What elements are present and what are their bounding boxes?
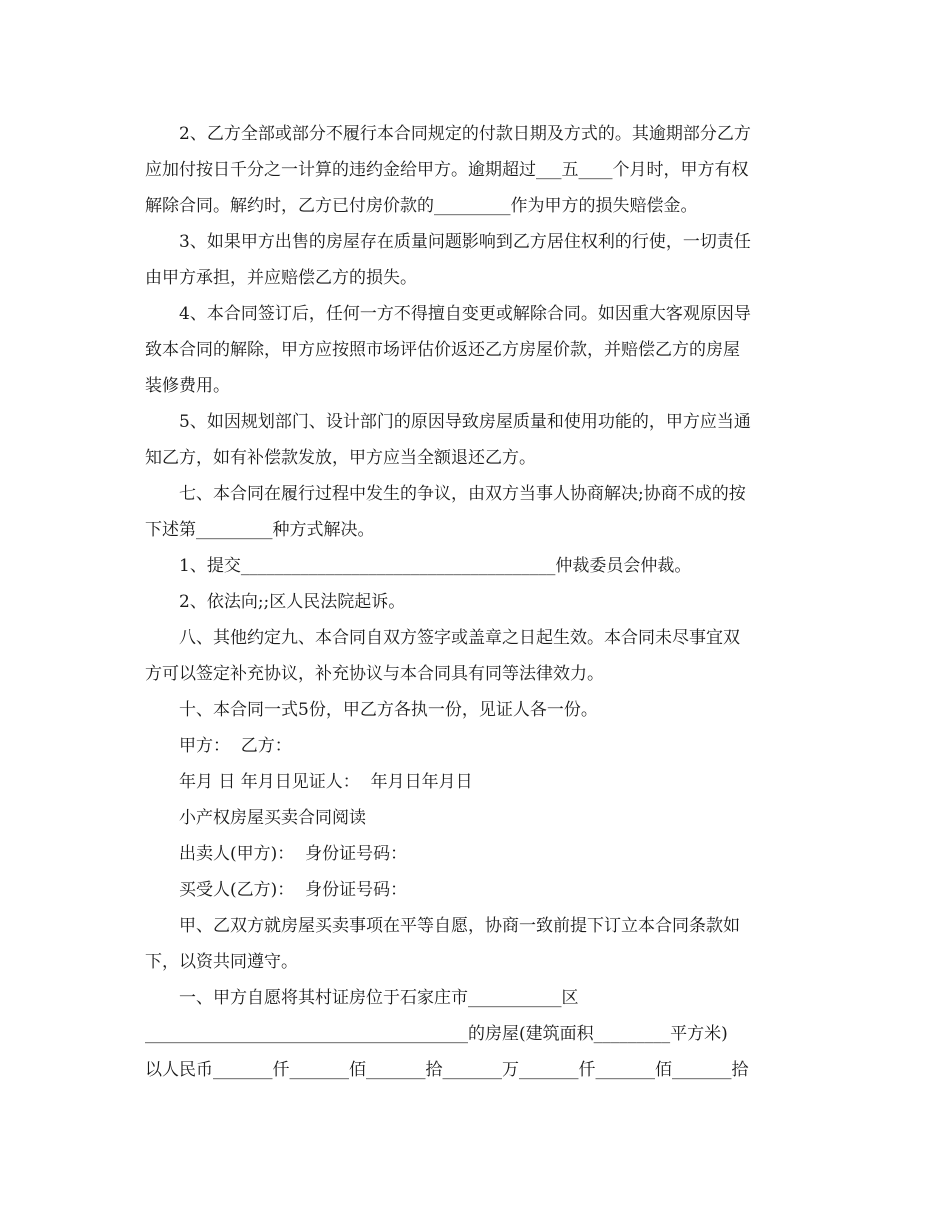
document-line: 2、乙方全部或部分不履行本合同规定的付款日期及方式的。其逾期部分乙方 — [179, 124, 751, 144]
document-line: 4、本合同签订后，任何一方不得擅自变更或解除合同。如因重大客观原因导 — [179, 304, 751, 324]
document-line: 下，以资共同遵守。 — [145, 952, 298, 972]
document-line: ______________________________________的房屋(建筑面积_________平方米) — [145, 1024, 728, 1044]
document-line: 2、依法向;;区人民法院起诉。 — [179, 592, 406, 612]
document-line: 年月 日 年月日见证人： 年月日年月日 — [179, 772, 473, 792]
document-body — [145, 116, 805, 1088]
document-line: 一、甲方自愿将其村证房位于石家庄市___________区 — [179, 988, 579, 1008]
document-line: 解除合同。解约时，乙方已付房价款的_________作为甲方的损失赔偿金。 — [145, 196, 698, 216]
document-line: 十、本合同一式5份，甲乙方各执一份，见证人各一份。 — [179, 700, 598, 720]
document-line: 七、本合同在履行过程中发生的争议，由双方当事人协商解决;协商不成的按 — [179, 484, 746, 504]
document-line: 致本合同的解除，甲方应按照市场评估价返还乙方房屋价款，并赔偿乙方的房屋 — [145, 340, 740, 360]
document-line: 甲方： 乙方： — [179, 736, 292, 756]
document-line: 以人民币_______仟_______佰_______拾_______万_______仟_______佰_______拾 — [145, 1060, 749, 1080]
document-line: 1、提交_____________________________________仲裁委员会仲裁。 — [179, 556, 692, 576]
document-line: 买受人(乙方)： 身份证号码： — [179, 880, 408, 900]
document-line: 甲、乙双方就房屋买卖事项在平等自愿，协商一致前提下订立本合同条款如 — [179, 916, 740, 936]
document-line: 由甲方承担，并应赔偿乙方的损失。 — [145, 268, 417, 288]
document-line: 应加付按日千分之一计算的违约金给甲方。逾期超过___五____个月时，甲方有权 — [145, 160, 749, 180]
document-line: 八、其他约定九、本合同自双方签字或盖章之日起生效。本合同未尽事宜双 — [179, 628, 740, 648]
document-line: 5、如因规划部门、设计部门的原因导致房屋质量和使用功能的，甲方应当通 — [179, 412, 751, 432]
document-line: 方可以签定补充协议，补充协议与本合同具有同等法律效力。 — [145, 664, 604, 684]
document-line: 出卖人(甲方)： 身份证号码： — [179, 844, 408, 864]
document-line: 小产权房屋买卖合同阅读 — [179, 808, 366, 828]
document-line: 3、如果甲方出售的房屋存在质量问题影响到乙方居住权利的行使，一切责任 — [179, 232, 751, 252]
document-line: 下述第_________种方式解决。 — [145, 520, 375, 540]
document-line: 知乙方，如有补偿款发放，甲方应当全额退还乙方。 — [145, 448, 536, 468]
document-line: 装修费用。 — [145, 376, 230, 396]
